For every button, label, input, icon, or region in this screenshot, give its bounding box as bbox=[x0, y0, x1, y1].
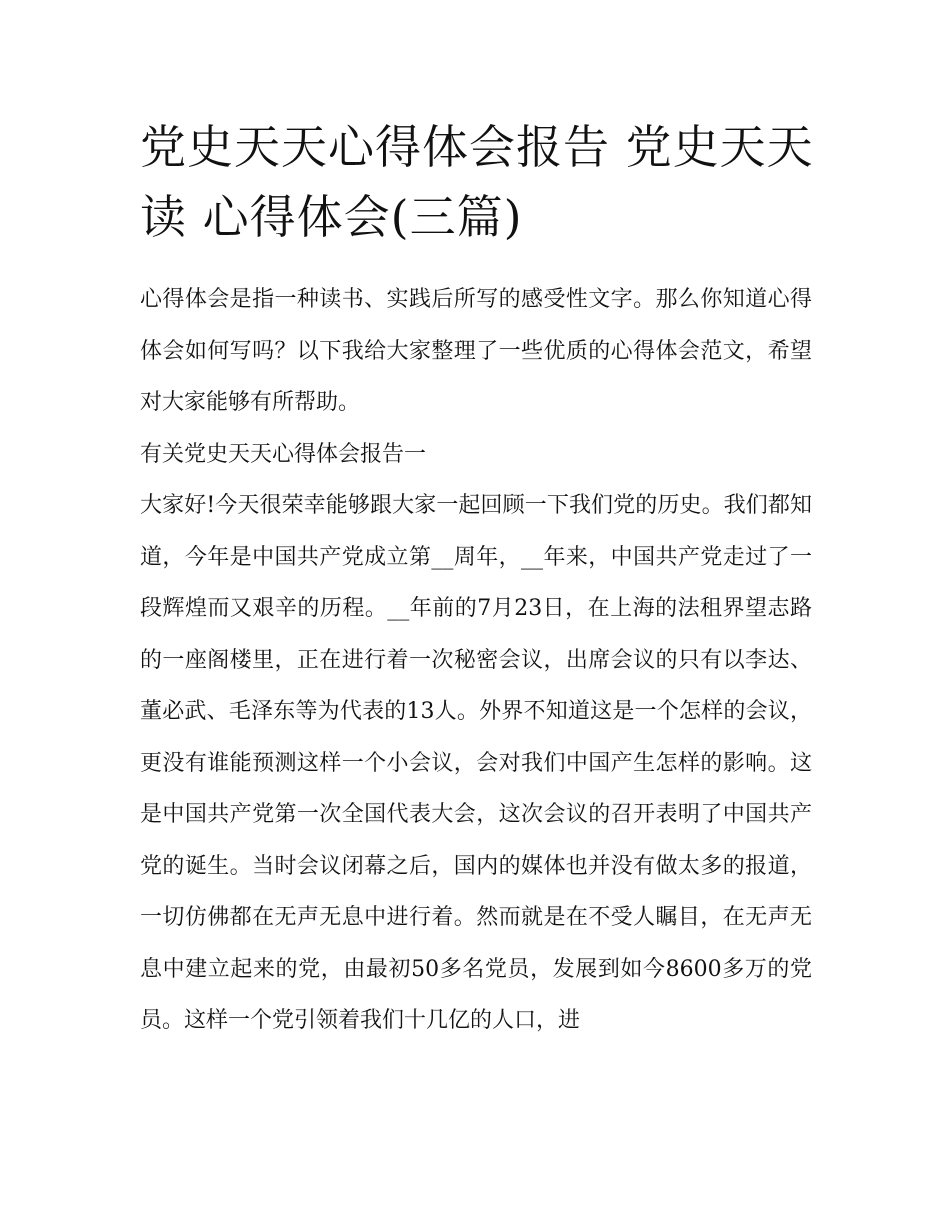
section-heading: 有关党史天天心得体会报告一 bbox=[140, 441, 427, 467]
intro-paragraph: 心得体会是指一种读书、实践后所写的感受性文字。那么你知道心得体会如何写吗？以下我给大家整理了一些优质的心得体会范文，希望对大家能够有所帮助。 bbox=[140, 287, 812, 415]
document-body bbox=[140, 274, 812, 1047]
body-paragraph: 大家好!今天很荣幸能够跟大家一起回顾一下我们党的历史。我们都知道，今年是中国共产党成立第__周年，__年来，中国共产党走过了一段辉煌而又艰辛的历程。__年前的7月23日，在上海的法租界望志路的一座阁楼里，正在进行着一次秘密会议，出席会议的只有以李达、董必武、毛泽东等为代表的13人。外界不知道这是一个怎样的会议，更没有谁能预测这样一个小会议，会对我们中国产生怎样的影响。这是中国共产党第一次全国代表大会，这次会议的召开表明了中国共产党的诞生。当时会议闭幕之后，国内的媒体也并没有做太多的报道，一切仿佛都在无声无息中进行着。然而就是在不受人瞩目，在无声无息中建立起来的党，由最初50多名党员，发展到如今8600多万的党员。这样一个党引领着我们十几亿的人口，进 bbox=[140, 493, 812, 1033]
document-title: 党史天天心得体会报告 党史天天读 心得体会(三篇) bbox=[140, 120, 814, 244]
